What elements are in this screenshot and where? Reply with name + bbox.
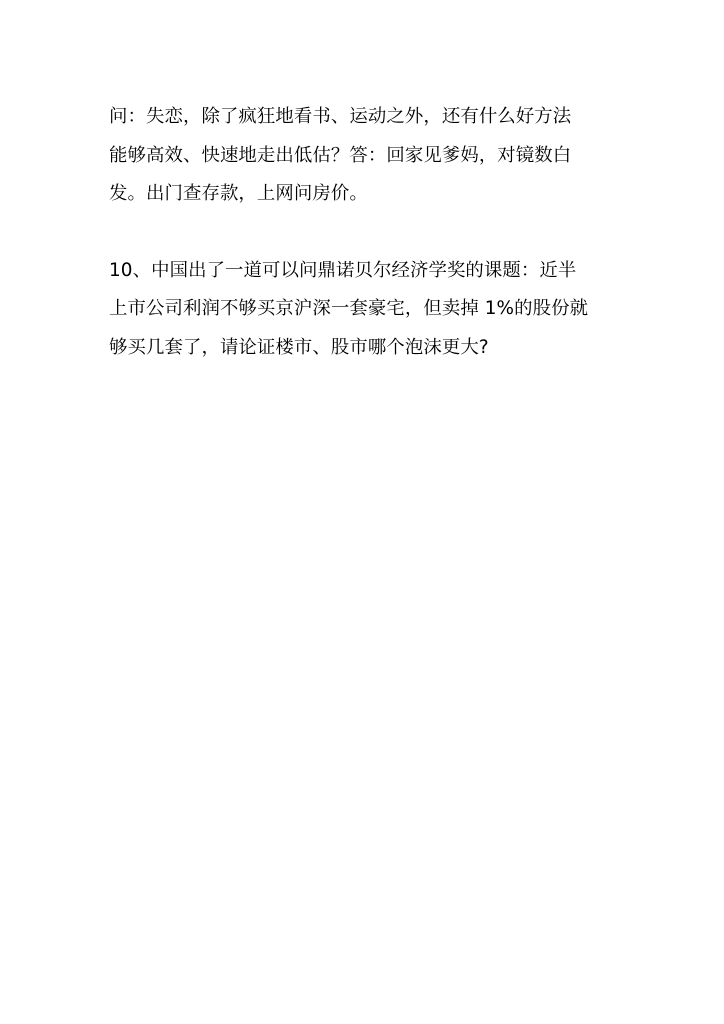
text-line: 发。出门查存款，上网问房价。	[109, 183, 368, 204]
text-line: 能够高效、快速地走出低估？答：回家见爹妈，对镜数白	[109, 144, 572, 166]
text-line: 够买几套了，请论证楼市、股市哪个泡沫更大?	[109, 336, 489, 358]
paragraph-qa	[109, 98, 619, 214]
text-line: 上市公司利润不够买京沪深一套豪宅，但卖掉 1%的股份就	[109, 298, 589, 319]
document-body	[109, 98, 619, 367]
paragraph-item-10	[109, 252, 619, 368]
text-line: 问：失恋，除了疯狂地看书、运动之外，还有什么好方法	[109, 106, 572, 127]
text-line: 10、中国出了一道可以问鼎诺贝尔经济学奖的课题：近半	[109, 259, 577, 281]
